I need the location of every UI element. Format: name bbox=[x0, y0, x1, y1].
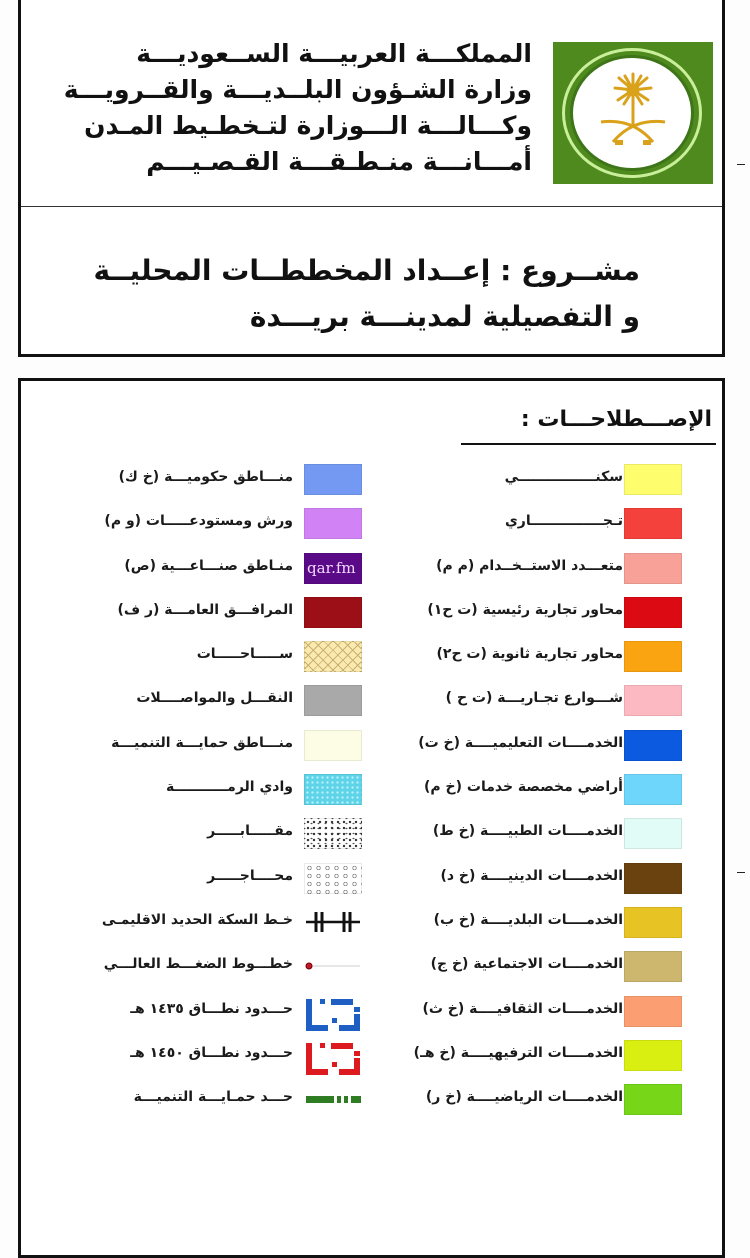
railway-symbol-icon bbox=[304, 907, 362, 938]
boundary-symbol-icon bbox=[304, 996, 362, 1027]
color-swatch bbox=[624, 1084, 682, 1115]
legend-item-label: أراضي مخصصة خدمات (خ م) bbox=[423, 779, 623, 796]
project-title-line-2: و التفصيلية لمدينـــة بريـــدة bbox=[249, 300, 640, 333]
color-swatch bbox=[624, 553, 682, 584]
legend-item-label: ســـــاحـــــات bbox=[196, 646, 293, 663]
legend-item-label: حـــدود نطـــاق ١٤٥٠ هـ bbox=[130, 1044, 293, 1061]
color-swatch bbox=[304, 553, 362, 584]
legend-item bbox=[61, 951, 381, 995]
project-title bbox=[40, 248, 640, 340]
legend-item bbox=[61, 508, 381, 552]
legend-item-label: الخدمــــات الاجتماعية (خ ج) bbox=[430, 956, 623, 973]
color-swatch bbox=[304, 774, 362, 805]
org-line-municipality: أمـــانـــة منـطـقـــة القـصـيـــم bbox=[146, 147, 532, 176]
legend-panel bbox=[18, 378, 725, 1258]
legend-item bbox=[61, 818, 381, 862]
margin-tick bbox=[737, 872, 745, 873]
legend-item-label: منـــاطق حكوميـــة (خ ك) bbox=[118, 469, 293, 485]
legend-item-label: مقـــــابـــــر bbox=[207, 823, 293, 840]
color-swatch bbox=[624, 641, 682, 672]
legend-item-label: محاور تجارية ثانوية (ت ح٢) bbox=[436, 646, 623, 663]
powerline-symbol-icon bbox=[304, 951, 362, 982]
legend-item-label: متعـــدد الاستــخــدام (م م) bbox=[436, 557, 623, 574]
legend-title: الإصـــطلاحـــات : bbox=[520, 407, 712, 432]
header-divider bbox=[21, 206, 722, 207]
legend-item bbox=[61, 1084, 381, 1128]
palm-swords-icon bbox=[591, 70, 675, 158]
color-swatch bbox=[624, 774, 682, 805]
color-swatch bbox=[624, 907, 682, 938]
legend-item bbox=[381, 685, 711, 729]
color-swatch bbox=[304, 685, 362, 716]
legend-item-label: حـــدود نطـــاق ١٤٣٥ هـ bbox=[130, 1000, 293, 1017]
legend-item bbox=[61, 464, 381, 508]
legend-item-label: الخدمــــات الرياضيــــة (خ ر) bbox=[425, 1089, 623, 1106]
legend-item bbox=[61, 996, 381, 1040]
legend-item bbox=[61, 863, 381, 907]
legend-item bbox=[61, 685, 381, 729]
project-title-line-1: مشــروع : إعــداد المخططــات المحليــة bbox=[93, 254, 640, 287]
color-swatch bbox=[624, 863, 682, 894]
legend-item bbox=[381, 907, 711, 951]
legend-item-label: ورش ومستودعـــــات (و م) bbox=[104, 513, 293, 530]
color-swatch bbox=[624, 597, 682, 628]
color-swatch bbox=[304, 464, 362, 495]
legend-item-label: النقـــل والمواصــــلات bbox=[136, 690, 293, 707]
legend-item bbox=[61, 641, 381, 685]
legend-item-label: محاور تجارية رئيسية (ت ح١) bbox=[427, 601, 623, 618]
legend-item-label: الخدمــــات الدينيــــة (خ د) bbox=[440, 867, 623, 884]
org-line-ministry: وزارة الشـؤون البلــديـــة والقــرويـــة bbox=[63, 75, 532, 104]
color-swatch bbox=[304, 730, 362, 761]
legend-item-label: محــــاجـــــر bbox=[207, 867, 293, 884]
color-swatch bbox=[304, 863, 362, 894]
legend-item bbox=[61, 1040, 381, 1084]
boundary-symbol-icon bbox=[304, 1040, 362, 1071]
legend-item-label: تـجـــــــــــــــاري bbox=[504, 513, 623, 530]
legend-item-label: الخدمــــات الطبيــــة (خ ط) bbox=[432, 823, 623, 840]
legend-item-label: حـــد حمـايـــة التنميـــة bbox=[133, 1089, 293, 1106]
legend-item bbox=[61, 774, 381, 818]
legend-item bbox=[61, 597, 381, 641]
color-swatch bbox=[624, 996, 682, 1027]
legend-column-left bbox=[61, 464, 381, 1128]
color-swatch bbox=[624, 508, 682, 539]
color-swatch bbox=[624, 818, 682, 849]
watermark-text: qar.fm bbox=[307, 558, 356, 577]
color-swatch bbox=[304, 818, 362, 849]
legend-column-right bbox=[381, 464, 711, 1128]
color-swatch bbox=[624, 685, 682, 716]
legend-item bbox=[381, 597, 711, 641]
org-line-agency: وكـــالـــة الـــوزارة لتـخطـيط المـدن bbox=[84, 111, 532, 140]
legend-item-label: وادي الرمـــــــــــة bbox=[166, 779, 293, 796]
color-swatch bbox=[624, 1040, 682, 1071]
color-swatch bbox=[304, 508, 362, 539]
organization-lines bbox=[52, 36, 532, 180]
legend-item-label: منـــاطق حمايـــة التنميـــة bbox=[111, 734, 293, 751]
legend-item bbox=[61, 907, 381, 951]
org-line-kingdom: المملكـــة العربيـــة الســعوديـــة bbox=[136, 39, 532, 68]
color-swatch bbox=[624, 730, 682, 761]
legend-item-label: منـاطق صنـــاعـــية (ص) bbox=[124, 557, 293, 574]
legend-item-label: الخدمــــات التعليميــــة (خ ت) bbox=[418, 734, 623, 751]
legend-item-label: الخدمــــات الترفيهيــــة (خ هـ) bbox=[413, 1044, 623, 1061]
color-swatch bbox=[304, 641, 362, 672]
saudi-emblem-logo bbox=[553, 42, 713, 184]
color-swatch bbox=[304, 597, 362, 628]
legend-item bbox=[381, 1084, 711, 1128]
legend-item bbox=[381, 774, 711, 818]
legend-title-underline bbox=[461, 443, 716, 445]
legend-item bbox=[381, 641, 711, 685]
legend-item-label: المرافـــق العامـــة (ر ف) bbox=[117, 601, 293, 618]
legend-item bbox=[381, 553, 711, 597]
legend-item bbox=[381, 730, 711, 774]
color-swatch bbox=[624, 464, 682, 495]
legend-item bbox=[381, 464, 711, 508]
legend-item-label: خـط السكة الحديد الاقليمـى bbox=[101, 911, 293, 928]
legend-item-label: خطـــوط الضغـــط العالـــي bbox=[103, 956, 293, 973]
legend-item bbox=[381, 951, 711, 995]
legend-item-label: الخدمــــات الثقافيــــة (خ ث) bbox=[422, 1000, 623, 1017]
legend-item bbox=[381, 863, 711, 907]
legend-item bbox=[61, 553, 381, 597]
legend-item-label: الخدمــــات البلديــــة (خ ب) bbox=[433, 911, 623, 928]
dashline-symbol-icon bbox=[304, 1084, 362, 1115]
legend-item bbox=[381, 508, 711, 552]
legend-item-label: سكنــــــــــــــــي bbox=[504, 469, 623, 485]
color-swatch bbox=[624, 951, 682, 982]
legend-item bbox=[381, 996, 711, 1040]
legend-item bbox=[61, 730, 381, 774]
legend-item bbox=[381, 818, 711, 862]
legend-item-label: شـــوارع تجـاريـــة (ت ح ) bbox=[445, 690, 623, 707]
legend-item bbox=[381, 1040, 711, 1084]
margin-tick bbox=[737, 164, 745, 165]
